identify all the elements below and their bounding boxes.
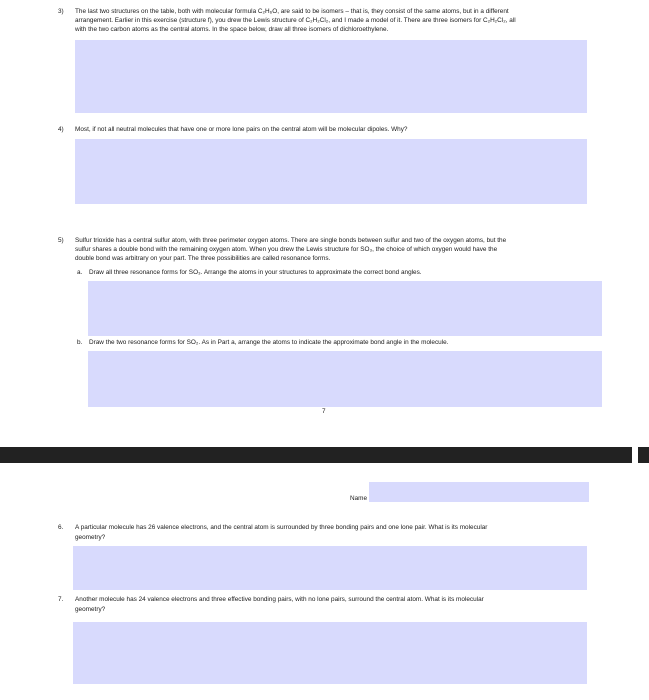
name-label: Name	[350, 495, 368, 502]
q3-answer-box[interactable]	[75, 40, 587, 113]
q6-line-1: A particular molecule has 26 valence electrons, and the central atom is surrounded by three bonding pairs and one lone pair. What is its molecular	[75, 524, 488, 531]
q3-line-2: arrangement. Earlier in this exercise (structure f), you drew the Lewis structure of C₂H₂Cl₂, and I made a model of it. There are three isomers for C₂H₂Cl₂, all	[75, 17, 516, 24]
q5a-text: Draw all three resonance forms for SO₃. Arrange the atoms in your structures to approximate the correct bond angles.	[89, 269, 422, 276]
q5-line-1: Sulfur trioxide has a central sulfur atom, with three perimeter oxygen atoms. There are single bonds between sulfur and two of the oxygen atoms, but the	[75, 237, 507, 244]
q4-answer-box[interactable]	[75, 139, 587, 204]
q5a-label: a.	[77, 269, 83, 276]
q3-number: 3)	[58, 8, 64, 15]
q7-number: 7.	[58, 596, 64, 603]
q6-number: 6.	[58, 524, 64, 531]
q7-line-2: geometry?	[75, 606, 106, 613]
q5a-answer-box[interactable]	[88, 281, 602, 336]
q5b-text: Draw the two resonance forms for SO₂. As in Part a, arrange the atoms to indicate the approximate bond angle in the molecule.	[89, 339, 449, 346]
name-input[interactable]	[369, 482, 589, 502]
q5-number: 5)	[58, 237, 64, 244]
q6-answer-box[interactable]	[73, 546, 587, 590]
q5-line-3: double bond was arbitrary on your part. The three possibilities are called resonance forms.	[75, 255, 331, 262]
q7-answer-box[interactable]	[73, 622, 587, 684]
q4-number: 4)	[58, 126, 64, 133]
q7-line-1: Another molecule has 24 valence electrons and three effective bonding pairs, with no lone pairs, surround the central atom. What is its molecular	[75, 596, 484, 603]
q3-line-1: The last two structures on the table, both with molecular formula C₂H₆O, are said to be isomers – that is, they consist of the same atoms, but in a different	[75, 8, 509, 15]
q5-line-2: sulfur shares a double bond with the remaining oxygen atom. When you drew the Lewis structure for SO₃, the choice of which oxygen would have the	[75, 246, 498, 253]
q5b-label: b.	[77, 339, 83, 346]
q5b-answer-box[interactable]	[88, 351, 602, 407]
page-divider	[0, 447, 632, 463]
q3-line-3: with the two carbon atoms as the central atoms. In the space below, draw all three isomers of dichloroethylene.	[75, 26, 389, 33]
q6-line-2: geometry?	[75, 534, 106, 541]
q4-line-1: Most, if not all neutral molecules that have one or more lone pairs on the central atom will be molecular dipoles. Why?	[75, 126, 408, 133]
page-number: 7	[322, 408, 326, 415]
page-divider-edge	[638, 447, 649, 463]
